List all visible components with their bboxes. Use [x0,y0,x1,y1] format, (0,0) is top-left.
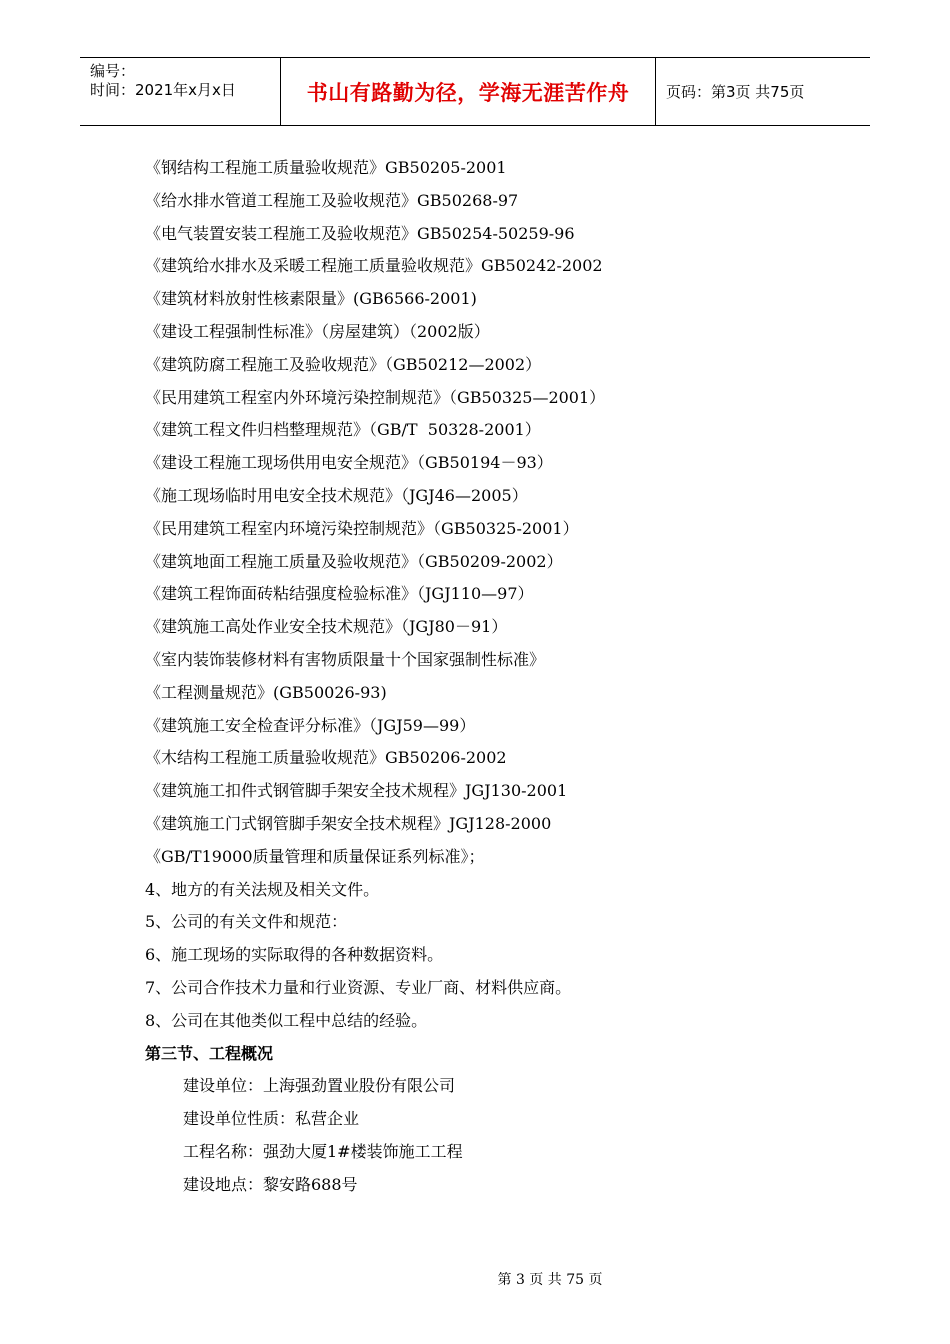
text-line: 《建筑防腐工程施工及验收规范》（GB50212—2002） [145,354,542,374]
text-line: 4、地方的有关法规及相关文件。 [145,879,380,899]
time-label: 时间：2021年x月x日 [90,81,236,99]
document-body [145,152,845,1202]
text-line: 5、公司的有关文件和规范： [145,912,348,932]
text-line: 《建设工程施工现场供用电安全规范》（GB50194－93） [145,453,553,473]
text-line: 《钢结构工程施工质量验收规范》GB50205-2001 [145,158,507,177]
text-line: 《施工现场临时用电安全技术规范》（JGJ46—2005） [145,485,528,505]
text-line: 《GB/T19000质量管理和质量保证系列标准》； [145,846,485,866]
section-heading: 第三节、工程概况 [145,1043,274,1063]
text-line: 《建筑工程文件归档整理规范》（GB/T 50328-2001） [145,420,541,440]
number-label: 编号： [90,62,136,80]
header-slogan: 书山有路勤为径，学海无涯苦作舟 [281,58,656,125]
text-line: 《建筑给水排水及采暖工程施工质量验收规范》GB50242-2002 [145,256,603,276]
text-line: 6、施工现场的实际取得的各种数据资料。 [145,945,444,965]
text-line: 8、公司在其他类似工程中总结的经验。 [145,1010,428,1030]
page-header [80,57,870,126]
text-line: 《木结构工程施工质量验收规范》GB50206-2002 [145,748,507,768]
text-line: 《民用建筑工程室内外环境污染控制规范》（GB50325—2001） [145,387,606,407]
overview-item: 建设地点：黎安路688号 [183,1174,358,1194]
text-line: 《建筑材料放射性核素限量》(GB6566-2001) [145,289,477,309]
text-line: 《建筑施工高处作业安全技术规范》（JGJ80－91） [145,617,508,637]
text-line: 《建筑施工扣件式钢管脚手架安全技术规程》JGJ130-2001 [145,781,568,801]
overview-item: 建设单位性质：私营企业 [183,1109,360,1129]
text-line: 《民用建筑工程室内环境污染控制规范》（GB50325-2001） [145,518,579,538]
text-line: 《电气装置安装工程施工及验收规范》GB50254-50259-96 [145,223,575,243]
text-line: 《建筑施工门式钢管脚手架安全技术规程》JGJ128-2000 [145,813,552,833]
overview-item: 建设单位：上海强劲置业股份有限公司 [183,1076,456,1096]
text-line: 7、公司合作技术力量和行业资源、专业厂商、材料供应商。 [145,977,572,997]
text-line: 《建筑施工安全检查评分标准》（JGJ59—99） [145,715,476,735]
footer-page-number: 第 3 页 共 75 页 [497,1272,603,1288]
text-line: 《建设工程强制性标准》（房屋建筑）（2002版） [145,321,490,341]
text-line: 《工程测量规范》(GB50026-93) [145,682,387,702]
header-page-info: 页码：第3页 共75页 [666,83,805,101]
overview-item: 工程名称：强劲大厦1#楼装饰施工工程 [183,1141,463,1161]
page-footer [0,1269,950,1289]
header-meta [80,58,281,125]
text-line: 《给水排水管道工程施工及验收规范》GB50268-97 [145,190,519,210]
text-line: 《建筑地面工程施工质量及验收规范》（GB50209-2002） [145,551,563,571]
text-line: 《建筑工程饰面砖粘结强度检验标准》（JGJ110—97） [145,584,534,604]
text-line: 《室内装饰装修材料有害物质限量十个国家强制性标准》 [145,649,546,669]
